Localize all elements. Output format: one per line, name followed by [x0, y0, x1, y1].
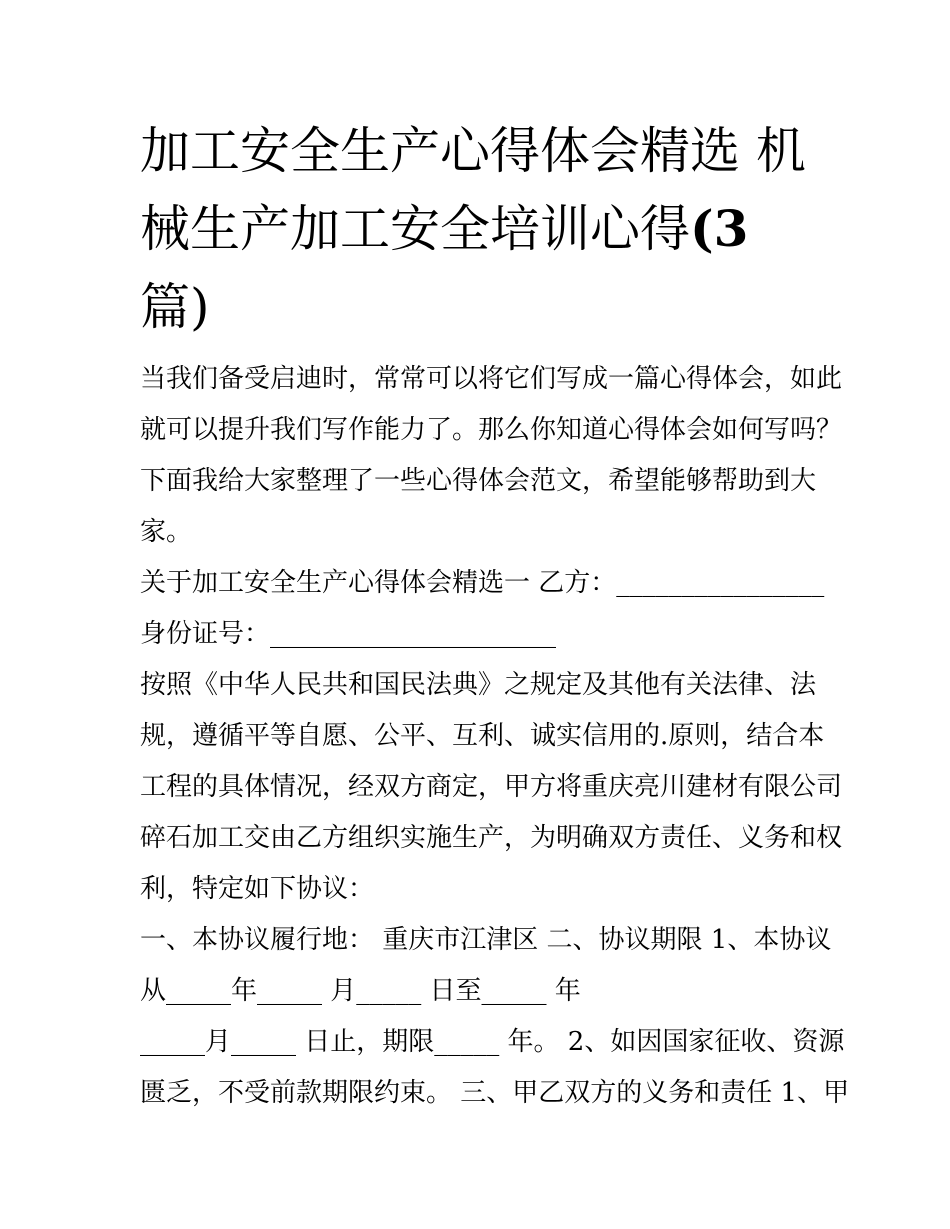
document-body	[140, 354, 850, 1119]
title-line-3: 篇)	[140, 278, 210, 336]
title-line-2	[140, 190, 840, 268]
body-line: 工程的具体情况，经双方商定，甲方将重庆亮川建材有限公司	[140, 772, 843, 802]
body-line: 身份证号：______________________	[140, 619, 557, 649]
body-line: 下面我给大家整理了一些心得体会范文，希望能够帮助到大	[140, 466, 817, 496]
body-line: _____月_____ 日止，期限_____ 年。 2、如因国家征收、资源	[140, 1027, 845, 1057]
body-line: 当我们备受启迪时，常常可以将它们写成一篇心得体会，如此	[140, 364, 843, 394]
title-line-2-bold: (3	[690, 199, 749, 258]
body-line: 家。	[140, 517, 193, 547]
body-line: 按照《中华人民共和国民法典》之规定及其他有关法律、法	[140, 670, 817, 700]
body-line: 一、本协议履行地： 重庆市江津区 二、协议期限 1、本协议	[140, 925, 832, 955]
body-line: 匮乏，不受前款期限约束。 三、甲乙双方的义务和责任 1、甲	[140, 1078, 850, 1108]
body-line: 碎石加工交由乙方组织实施生产，为明确双方责任、义务和权	[140, 823, 843, 853]
body-line: 从_____年_____ 月_____ 日至_____ 年	[140, 976, 581, 1006]
body-line: 就可以提升我们写作能力了。那么你知道心得体会如何写吗？	[140, 415, 843, 445]
body-line: 规，遵循平等自愿、公平、互利、诚实信用的.原则，结合本	[140, 721, 825, 751]
document-title	[140, 112, 840, 346]
body-line: 关于加工安全生产心得体会精选一 乙方：________________	[140, 568, 825, 598]
title-line-1: 加工安全生产心得体会精选 机	[140, 122, 806, 180]
body-line: 利，特定如下协议：	[140, 874, 375, 904]
title-line-2-text: 械生产加工安全培训心得	[140, 200, 690, 258]
